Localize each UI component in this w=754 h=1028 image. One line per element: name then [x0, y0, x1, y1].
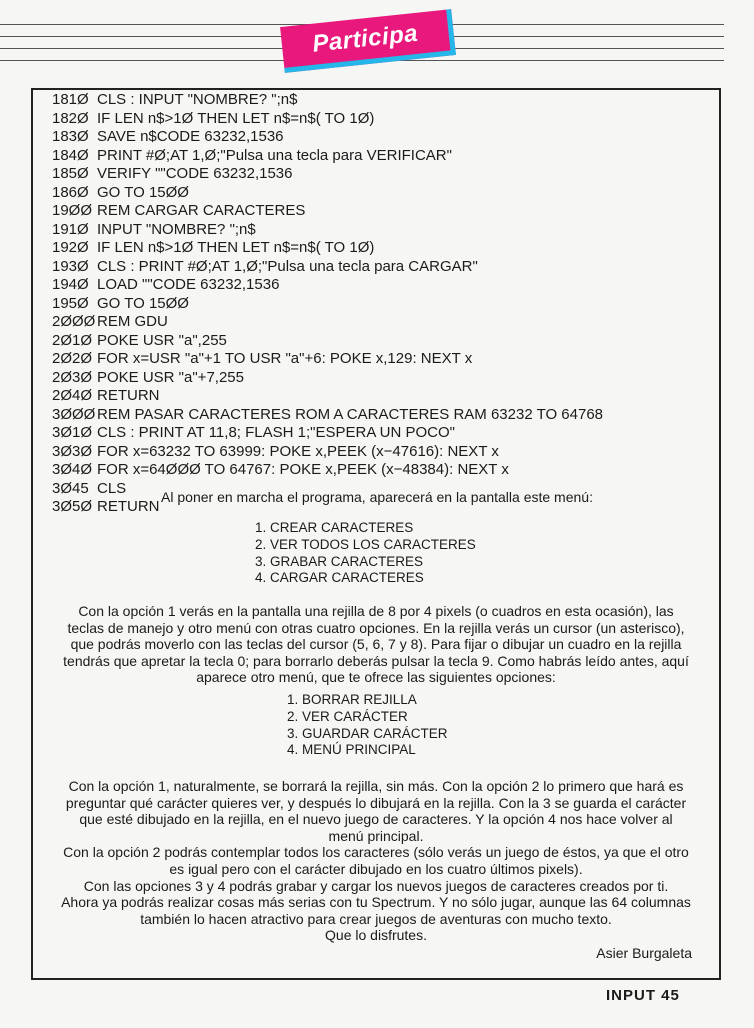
code-line — [52, 110, 712, 129]
text-line: menú principal. — [328, 827, 424, 844]
line-statement: IF LEN n$>1Ø THEN LET n$=n$( TO 1Ø) — [97, 109, 375, 127]
page-number: 45 — [661, 987, 680, 1004]
line-number: 194Ø — [52, 276, 89, 293]
line-statement: PRINT #Ø;AT 1,Ø;"Pulsa una tecla para VERIFICAR" — [97, 146, 452, 164]
line-statement: VERIFY ""CODE 63232,1536 — [97, 165, 293, 182]
code-line — [52, 128, 712, 147]
text-line: es igual pero con el carácter dibujado en los cuatro últimos pixels). — [169, 860, 583, 877]
section-badge: Participa — [280, 9, 456, 73]
text-line: también lo hacen atractivo para crear juegos de aventuras con mucho texto. — [140, 910, 612, 927]
line-number: 193Ø — [52, 257, 89, 275]
code-line — [52, 202, 712, 221]
line-number: 3Ø45 — [52, 479, 89, 497]
line-number: 3Ø1Ø — [52, 424, 93, 441]
line-statement: CLS : PRINT AT 11,8; FLASH 1;"ESPERA UN POCO" — [97, 424, 455, 441]
author-name: Asier Burgaleta — [596, 945, 692, 961]
menu-option: 4. MENÚ PRINCIPAL — [287, 742, 416, 758]
code-line — [52, 424, 712, 443]
line-number: 191Ø — [52, 220, 89, 238]
line-statement: POKE USR "a"+7,255 — [97, 368, 244, 386]
code-line — [52, 147, 712, 166]
magazine-name: INPUT — [606, 987, 656, 1004]
code-line — [52, 350, 712, 369]
line-number: 185Ø — [52, 165, 89, 182]
code-line — [52, 165, 712, 184]
line-statement: CLS — [97, 479, 127, 497]
line-statement: LOAD ""CODE 63232,1536 — [97, 276, 280, 293]
line-number: 183Ø — [52, 128, 89, 145]
menu-option: 4. CARGAR CARACTERES — [255, 570, 424, 586]
code-line — [52, 313, 712, 332]
text-line: Con las opciones 3 y 4 podrás grabar y cargar los nuevos juegos de caracteres creados por ti. — [83, 877, 669, 894]
text-line: que podrás moverlo con las teclas del cursor (5, 6, 7 y 8). Para fijar o dibujar un cuadro en la rejilla — [70, 636, 682, 653]
paragraph-1 — [38, 603, 714, 686]
line-number: 2ØØØ — [52, 313, 96, 330]
code-line — [52, 295, 712, 314]
line-statement: GO TO 15ØØ — [97, 294, 189, 312]
line-statement: POKE USR "a",255 — [97, 331, 227, 349]
line-statement: FOR x=63232 TO 63999: POKE x,PEEK (x−47616): NEXT x — [97, 442, 499, 460]
line-statement: RETURN — [97, 498, 160, 515]
menu-option: 2. VER TODOS LOS CARACTERES — [255, 536, 476, 552]
line-statement: CLS : INPUT "NOMBRE? ";n$ — [97, 91, 298, 108]
code-line — [52, 387, 712, 406]
line-statement: FOR x=64ØØØ TO 64767: POKE x,PEEK (x−48384): NEXT x — [97, 461, 509, 478]
line-number: 182Ø — [52, 109, 89, 127]
text-line: Ahora ya podrás realizar cosas más serias con tu Spectrum. Y no sólo jugar, aunque las 64 columnas — [61, 894, 691, 911]
text-line: Con la opción 1, naturalmente, se borrará la rejilla, sin más. Con la opción 2 lo primero que hará es — [68, 778, 684, 794]
line-number: 19ØØ — [52, 202, 93, 219]
code-line — [52, 184, 712, 203]
line-statement: FOR x=USR "a"+1 TO USR "a"+6: POKE x,129: NEXT x — [97, 350, 473, 367]
menu-option: 3. GUARDAR CARÁCTER — [287, 725, 448, 741]
line-statement: GO TO 15ØØ — [97, 183, 189, 201]
line-number: 3Ø4Ø — [52, 461, 93, 478]
line-number: 184Ø — [52, 146, 89, 164]
sub-menu-list — [287, 692, 448, 759]
menu-option: 3. GRABAR CARACTERES — [255, 553, 424, 569]
line-number: 181Ø — [52, 91, 89, 108]
line-statement: REM GDU — [97, 313, 168, 330]
code-line — [52, 369, 712, 388]
menu-option: 1. CREAR CARACTERES — [255, 520, 414, 535]
code-line — [52, 258, 712, 277]
text-line: aparece otro menú, que te ofrece las siguientes opciones: — [196, 669, 556, 686]
code-line — [52, 332, 712, 351]
code-line — [52, 221, 712, 240]
code-line — [52, 239, 712, 258]
line-number: 2Ø3Ø — [52, 368, 93, 386]
line-statement: SAVE n$CODE 63232,1536 — [97, 128, 284, 145]
line-number: 2Ø4Ø — [52, 387, 93, 404]
line-number: 186Ø — [52, 183, 89, 201]
main-menu-list — [255, 520, 476, 587]
code-line — [52, 276, 712, 295]
line-statement: IF LEN n$>1Ø THEN LET n$=n$( TO 1Ø) — [97, 239, 375, 256]
line-number: 3Ø5Ø — [52, 498, 93, 515]
text-line: preguntar qué carácter quieres ver, y después lo dibujará en la rejilla. Con la 3 se guarda el carácter — [65, 794, 687, 811]
line-statement: INPUT "NOMBRE? ";n$ — [97, 220, 256, 238]
menu-option: 2. VER CARÁCTER — [287, 708, 408, 724]
line-number: 3ØØØ — [52, 405, 96, 423]
line-statement: REM PASAR CARACTERES ROM A CARACTERES RAM 63232 TO 64768 — [97, 405, 604, 423]
line-number: 192Ø — [52, 239, 89, 256]
page-footer — [606, 987, 680, 1004]
line-number: 2Ø1Ø — [52, 331, 93, 349]
line-number: 3Ø3Ø — [52, 442, 93, 460]
intro-text: Al poner en marcha el programa, aparecerá en la pantalla este menú: — [161, 489, 593, 505]
text-line: tendrás que apretar la tecla 0; para borrarlo deberás pulsar la tecla 9. Como habrás leído antes, aquí — [63, 652, 689, 669]
code-line — [52, 406, 712, 425]
code-line — [52, 443, 712, 462]
code-line — [52, 461, 712, 480]
text-line: Con la opción 2 podrás contemplar todos los caracteres (sólo verás un juego de éstos, ya que el otro — [63, 844, 689, 861]
basic-listing — [52, 91, 712, 517]
line-statement: CLS : PRINT #Ø;AT 1,Ø;"Pulsa una tecla para CARGAR" — [97, 257, 478, 275]
text-line: Que lo disfrutes. — [325, 927, 427, 944]
line-statement: RETURN — [97, 387, 160, 404]
paragraph-2 — [38, 778, 714, 944]
line-statement: REM CARGAR CARACTERES — [97, 202, 306, 219]
text-line: que esté dibujado en la rejilla, en el nuevo juego de caracteres. Y la opción 4 nos hace volver al — [79, 811, 673, 828]
line-number: 2Ø2Ø — [52, 350, 93, 367]
code-line — [52, 91, 712, 110]
menu-option: 1. BORRAR REJILLA — [287, 692, 417, 707]
line-number: 195Ø — [52, 294, 89, 312]
text-line: teclas de manejo y otro menú con otras cuatro opciones. En la rejilla verás un cursor (un asterisco), — [67, 619, 685, 636]
text-line: Con la opción 1 verás en la pantalla una rejilla de 8 por 4 pixels (o cuadros en esta ocasión), las — [78, 603, 674, 619]
